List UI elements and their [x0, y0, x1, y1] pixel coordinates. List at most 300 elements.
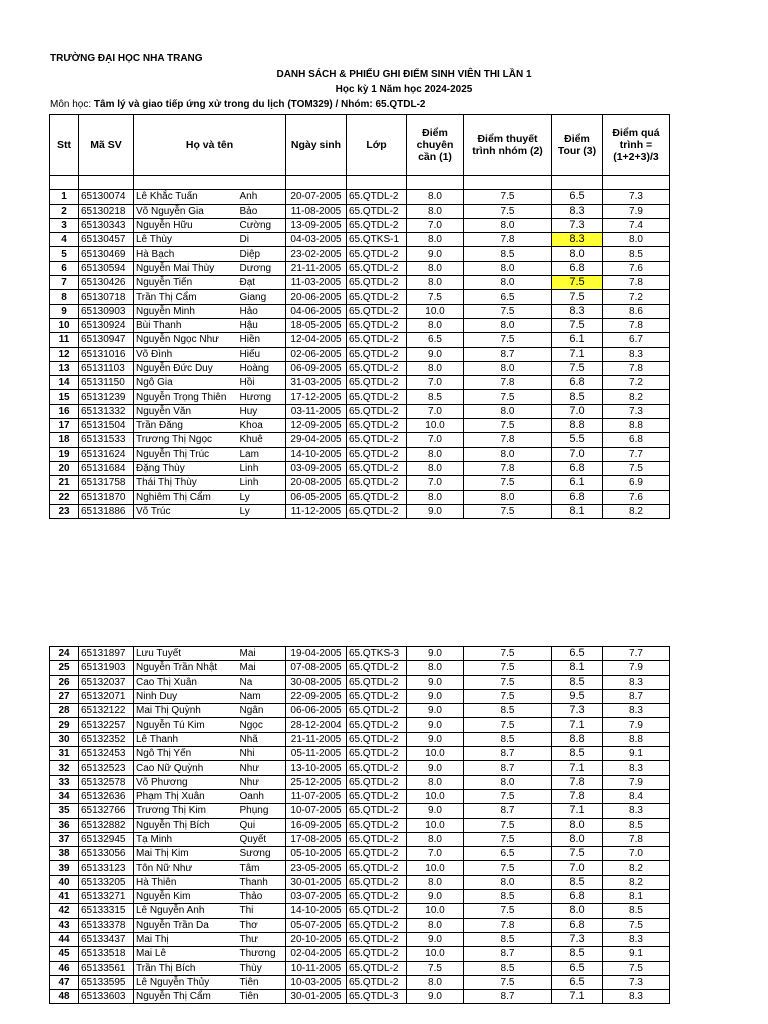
cell-stt: 32	[50, 761, 79, 775]
cell-tour-score: 8.5	[552, 747, 603, 761]
cell-tour-score: 6.8	[552, 890, 603, 904]
cell-family-name: Thái Thị Thùy	[134, 476, 238, 490]
cell-attendance-score: 8.0	[407, 775, 464, 789]
cell-given-name: Nhi	[238, 747, 286, 761]
cell-birth-date: 11-12-2005	[286, 504, 347, 518]
cell-given-name: Linh	[238, 461, 286, 475]
cell-stt: 2	[50, 204, 79, 218]
cell-class: 65.QTDL-2	[347, 818, 407, 832]
cell-attendance-score: 9.0	[407, 732, 464, 746]
cell-given-name: Huy	[238, 404, 286, 418]
cell-birth-date: 03-11-2005	[286, 404, 347, 418]
cell-process-score: 9.1	[603, 947, 670, 961]
cell-stt: 3	[50, 218, 79, 232]
cell-given-name: Thảo	[238, 890, 286, 904]
cell-presentation-score: 8.0	[464, 361, 552, 375]
cell-stt: 27	[50, 689, 79, 703]
cell-birth-date: 10-03-2005	[286, 975, 347, 989]
cell-class: 65.QTDL-2	[347, 661, 407, 675]
cell-given-name: Hồi	[238, 376, 286, 390]
cell-student-id: 65131684	[79, 461, 134, 475]
cell-attendance-score: 9.0	[407, 247, 464, 261]
table-row	[50, 818, 670, 832]
cell-process-score: 7.9	[603, 775, 670, 789]
cell-stt: 35	[50, 804, 79, 818]
cell-process-score: 8.8	[603, 419, 670, 433]
cell-student-id: 65130718	[79, 290, 134, 304]
cell-family-name: Tôn Nữ Như	[134, 861, 238, 875]
table-row	[50, 333, 670, 347]
cell-tour-score: 7.5	[552, 318, 603, 332]
table-row	[50, 661, 670, 675]
cell-given-name: Khuê	[238, 433, 286, 447]
cell-family-name: Nguyễn Ngọc Như	[134, 333, 238, 347]
cell-family-name: Nguyễn Minh	[134, 304, 238, 318]
cell-class: 65.QTDL-2	[347, 333, 407, 347]
cell-tour-score: 6.8	[552, 490, 603, 504]
cell-family-name: Lê Nguyễn Anh	[134, 904, 238, 918]
cell-attendance-score: 9.0	[407, 689, 464, 703]
cell-class: 65.QTDL-2	[347, 247, 407, 261]
cell-stt: 20	[50, 461, 79, 475]
cell-given-name: Lam	[238, 447, 286, 461]
cell-process-score: 7.6	[603, 261, 670, 275]
cell-class: 65.QTDL-2	[347, 890, 407, 904]
cell-presentation-score: 7.8	[464, 376, 552, 390]
cell-birth-date: 04-06-2005	[286, 304, 347, 318]
cell-student-id: 65133205	[79, 875, 134, 889]
cell-presentation-score: 7.8	[464, 461, 552, 475]
cell-tour-score: 6.1	[552, 476, 603, 490]
cell-attendance-score: 8.0	[407, 490, 464, 504]
cell-class: 65.QTDL-2	[347, 804, 407, 818]
header-gap-row	[50, 176, 670, 190]
col-header-stt: Stt	[50, 115, 79, 176]
cell-process-score: 7.5	[603, 461, 670, 475]
table-header-row	[50, 115, 670, 176]
cell-process-score: 8.2	[603, 875, 670, 889]
cell-tour-score: 7.5	[552, 290, 603, 304]
cell-birth-date: 12-09-2005	[286, 419, 347, 433]
cell-process-score: 8.2	[603, 504, 670, 518]
cell-tour-score: 8.3	[552, 204, 603, 218]
table-row	[50, 675, 670, 689]
cell-given-name: Mai	[238, 661, 286, 675]
cell-class: 65.QTDL-2	[347, 689, 407, 703]
cell-attendance-score: 9.0	[407, 647, 464, 661]
cell-stt: 24	[50, 647, 79, 661]
table-row	[50, 689, 670, 703]
cell-birth-date: 11-03-2005	[286, 276, 347, 290]
cell-given-name: Na	[238, 675, 286, 689]
table-row	[50, 433, 670, 447]
table-row	[50, 261, 670, 275]
cell-family-name: Lưu Tuyết	[134, 647, 238, 661]
cell-stt: 28	[50, 704, 79, 718]
cell-tour-score: 7.1	[552, 761, 603, 775]
cell-birth-date: 21-11-2005	[286, 261, 347, 275]
col-header-qua-trinh: Điểm quá trình = (1+2+3)/3	[603, 115, 670, 176]
cell-presentation-score: 7.5	[464, 504, 552, 518]
cell-given-name: Dương	[238, 261, 286, 275]
cell-class: 65.QTDL-2	[347, 775, 407, 789]
cell-tour-score: 8.5	[552, 947, 603, 961]
cell-stt: 13	[50, 361, 79, 375]
cell-stt: 26	[50, 675, 79, 689]
cell-birth-date: 30-08-2005	[286, 675, 347, 689]
cell-tour-score: 6.5	[552, 190, 603, 204]
cell-process-score: 8.3	[603, 761, 670, 775]
cell-presentation-score: 7.5	[464, 689, 552, 703]
cell-given-name: Tâm	[238, 861, 286, 875]
cell-student-id: 65130218	[79, 204, 134, 218]
cell-tour-score: 8.1	[552, 661, 603, 675]
cell-student-id: 65130074	[79, 190, 134, 204]
cell-process-score: 7.7	[603, 647, 670, 661]
cell-process-score: 9.1	[603, 747, 670, 761]
cell-attendance-score: 7.5	[407, 290, 464, 304]
table-row	[50, 476, 670, 490]
cell-presentation-score: 7.5	[464, 861, 552, 875]
cell-student-id: 65132523	[79, 761, 134, 775]
cell-process-score: 7.5	[603, 918, 670, 932]
cell-given-name: Oanh	[238, 789, 286, 803]
cell-presentation-score: 8.7	[464, 347, 552, 361]
table-row	[50, 190, 670, 204]
cell-presentation-score: 8.0	[464, 261, 552, 275]
cell-stt: 36	[50, 818, 79, 832]
cell-family-name: Mai Thị Kim	[134, 847, 238, 861]
cell-class: 65.QTDL-2	[347, 461, 407, 475]
cell-birth-date: 13-10-2005	[286, 761, 347, 775]
cell-stt: 7	[50, 276, 79, 290]
cell-birth-date: 12-04-2005	[286, 333, 347, 347]
cell-family-name: Nguyễn Văn	[134, 404, 238, 418]
table-row	[50, 775, 670, 789]
cell-class: 65.QTDL-2	[347, 290, 407, 304]
cell-family-name: Võ Nguyễn Gia	[134, 204, 238, 218]
cell-attendance-score: 7.0	[407, 376, 464, 390]
cell-birth-date: 23-02-2005	[286, 247, 347, 261]
cell-student-id: 65133437	[79, 932, 134, 946]
cell-birth-date: 02-04-2005	[286, 947, 347, 961]
cell-attendance-score: 9.0	[407, 804, 464, 818]
cell-attendance-score: 7.0	[407, 433, 464, 447]
cell-given-name: Di	[238, 233, 286, 247]
cell-birth-date: 28-12-2004	[286, 718, 347, 732]
cell-class: 65.QTDL-2	[347, 490, 407, 504]
cell-attendance-score: 8.0	[407, 918, 464, 932]
table-row	[50, 461, 670, 475]
cell-student-id: 65132882	[79, 818, 134, 832]
cell-student-id: 65130457	[79, 233, 134, 247]
cell-tour-score: 8.3	[552, 304, 603, 318]
cell-process-score: 7.3	[603, 975, 670, 989]
cell-class: 65.QTDL-2	[347, 675, 407, 689]
cell-attendance-score: 9.0	[407, 932, 464, 946]
cell-birth-date: 10-11-2005	[286, 961, 347, 975]
cell-presentation-score: 8.7	[464, 804, 552, 818]
cell-tour-score: 9.5	[552, 689, 603, 703]
cell-tour-score: 8.0	[552, 832, 603, 846]
cell-birth-date: 31-03-2005	[286, 376, 347, 390]
cell-given-name: Hoàng	[238, 361, 286, 375]
cell-presentation-score: 7.5	[464, 904, 552, 918]
cell-attendance-score: 9.0	[407, 761, 464, 775]
cell-family-name: Mai Lê	[134, 947, 238, 961]
cell-stt: 12	[50, 347, 79, 361]
table-row	[50, 718, 670, 732]
cell-birth-date: 18-05-2005	[286, 318, 347, 332]
cell-process-score: 6.7	[603, 333, 670, 347]
cell-given-name: Đạt	[238, 276, 286, 290]
cell-presentation-score: 8.7	[464, 747, 552, 761]
cell-class: 65.QTDL-2	[347, 433, 407, 447]
cell-stt: 8	[50, 290, 79, 304]
cell-class: 65.QTDL-2	[347, 304, 407, 318]
cell-given-name: Nhã	[238, 732, 286, 746]
cell-process-score: 8.2	[603, 390, 670, 404]
cell-family-name: Nguyễn Thị Bích	[134, 818, 238, 832]
subject-label: Môn học:	[50, 99, 92, 110]
cell-process-score: 8.0	[603, 233, 670, 247]
cell-stt: 44	[50, 932, 79, 946]
cell-process-score: 8.6	[603, 304, 670, 318]
cell-family-name: Nguyễn Thị Trúc	[134, 447, 238, 461]
col-header-thuyet-trinh: Điểm thuyết trình nhóm (2)	[464, 115, 552, 176]
cell-tour-score: 6.1	[552, 333, 603, 347]
cell-student-id: 65133518	[79, 947, 134, 961]
cell-stt: 33	[50, 775, 79, 789]
cell-tour-score: 7.8	[552, 775, 603, 789]
cell-presentation-score: 7.8	[464, 233, 552, 247]
cell-given-name: Phụng	[238, 804, 286, 818]
cell-given-name: Linh	[238, 476, 286, 490]
cell-student-id: 65132945	[79, 832, 134, 846]
cell-stt: 19	[50, 447, 79, 461]
cell-class: 65.QTDL-2	[347, 218, 407, 232]
cell-family-name: Nguyễn Thị Cẩm	[134, 990, 238, 1004]
cell-attendance-score: 8.5	[407, 390, 464, 404]
table-row	[50, 875, 670, 889]
cell-family-name: Nguyễn Trọng Thiên	[134, 390, 238, 404]
cell-student-id: 65133378	[79, 918, 134, 932]
cell-presentation-score: 7.5	[464, 818, 552, 832]
col-header-tour: Điểm Tour (3)	[552, 115, 603, 176]
cell-presentation-score: 8.0	[464, 490, 552, 504]
cell-birth-date: 04-03-2005	[286, 233, 347, 247]
cell-process-score: 7.2	[603, 376, 670, 390]
cell-given-name: Giang	[238, 290, 286, 304]
cell-class: 65.QTDL-2	[347, 447, 407, 461]
cell-tour-score: 8.3	[552, 233, 603, 247]
cell-attendance-score: 7.0	[407, 847, 464, 861]
cell-presentation-score: 7.5	[464, 832, 552, 846]
cell-birth-date: 20-08-2005	[286, 476, 347, 490]
cell-stt: 10	[50, 318, 79, 332]
cell-birth-date: 11-08-2005	[286, 204, 347, 218]
cell-student-id: 65132257	[79, 718, 134, 732]
cell-stt: 48	[50, 990, 79, 1004]
cell-tour-score: 7.5	[552, 361, 603, 375]
table-row	[50, 961, 670, 975]
cell-presentation-score: 7.8	[464, 433, 552, 447]
cell-stt: 31	[50, 747, 79, 761]
subject-line	[50, 99, 425, 110]
cell-birth-date: 05-11-2005	[286, 747, 347, 761]
cell-process-score: 7.9	[603, 718, 670, 732]
cell-family-name: Cao Nữ Quỳnh	[134, 761, 238, 775]
table-row	[50, 419, 670, 433]
cell-presentation-score: 7.5	[464, 390, 552, 404]
cell-family-name: Võ Phương	[134, 775, 238, 789]
table-row	[50, 789, 670, 803]
cell-tour-score: 7.1	[552, 718, 603, 732]
cell-tour-score: 7.5	[552, 847, 603, 861]
cell-birth-date: 19-04-2005	[286, 647, 347, 661]
cell-family-name: Bùi Thanh	[134, 318, 238, 332]
cell-stt: 37	[50, 832, 79, 846]
cell-stt: 29	[50, 718, 79, 732]
cell-given-name: Anh	[238, 190, 286, 204]
cell-family-name: Đặng Thùy	[134, 461, 238, 475]
cell-class: 65.QTDL-2	[347, 190, 407, 204]
cell-presentation-score: 8.0	[464, 276, 552, 290]
cell-student-id: 65131016	[79, 347, 134, 361]
cell-birth-date: 03-09-2005	[286, 461, 347, 475]
cell-tour-score: 7.3	[552, 218, 603, 232]
cell-attendance-score: 10.0	[407, 861, 464, 875]
cell-stt: 25	[50, 661, 79, 675]
cell-stt: 45	[50, 947, 79, 961]
cell-process-score: 8.3	[603, 704, 670, 718]
table-row	[50, 290, 670, 304]
cell-given-name: Thanh	[238, 875, 286, 889]
table-row	[50, 376, 670, 390]
cell-presentation-score: 7.5	[464, 661, 552, 675]
cell-attendance-score: 10.0	[407, 747, 464, 761]
cell-given-name: Tiên	[238, 975, 286, 989]
cell-tour-score: 8.0	[552, 247, 603, 261]
cell-class: 65.QTDL-2	[347, 204, 407, 218]
cell-given-name: Hảo	[238, 304, 286, 318]
cell-process-score: 7.8	[603, 832, 670, 846]
cell-process-score: 7.2	[603, 290, 670, 304]
cell-student-id: 65133123	[79, 861, 134, 875]
cell-process-score: 8.5	[603, 904, 670, 918]
cell-student-id: 65131239	[79, 390, 134, 404]
cell-tour-score: 8.5	[552, 875, 603, 889]
cell-family-name: Võ Đình	[134, 347, 238, 361]
cell-birth-date: 02-06-2005	[286, 347, 347, 361]
cell-given-name: Nam	[238, 689, 286, 703]
cell-tour-score: 8.5	[552, 390, 603, 404]
cell-presentation-score: 8.5	[464, 704, 552, 718]
cell-presentation-score: 8.7	[464, 761, 552, 775]
cell-tour-score: 6.8	[552, 376, 603, 390]
cell-student-id: 65130594	[79, 261, 134, 275]
table-row	[50, 761, 670, 775]
cell-class: 65.QTDL-2	[347, 704, 407, 718]
cell-attendance-score: 7.0	[407, 218, 464, 232]
cell-class: 65.QTKS-1	[347, 233, 407, 247]
cell-presentation-score: 8.5	[464, 961, 552, 975]
cell-tour-score: 6.5	[552, 975, 603, 989]
cell-student-id: 65133271	[79, 890, 134, 904]
table-row	[50, 947, 670, 961]
table-row	[50, 932, 670, 946]
cell-presentation-score: 7.5	[464, 647, 552, 661]
table-row	[50, 390, 670, 404]
cell-birth-date: 30-01-2005	[286, 875, 347, 889]
cell-process-score: 8.3	[603, 347, 670, 361]
cell-process-score: 7.8	[603, 318, 670, 332]
cell-given-name: Như	[238, 775, 286, 789]
cell-student-id: 65130947	[79, 333, 134, 347]
cell-birth-date: 14-10-2005	[286, 904, 347, 918]
cell-presentation-score: 7.5	[464, 975, 552, 989]
cell-tour-score: 8.1	[552, 504, 603, 518]
cell-presentation-score: 7.5	[464, 333, 552, 347]
table-row	[50, 276, 670, 290]
cell-attendance-score: 9.0	[407, 890, 464, 904]
cell-given-name: Bảo	[238, 204, 286, 218]
cell-attendance-score: 8.0	[407, 447, 464, 461]
cell-given-name: Hương	[238, 390, 286, 404]
cell-class: 65.QTDL-3	[347, 990, 407, 1004]
cell-student-id: 65132453	[79, 747, 134, 761]
table-row	[50, 361, 670, 375]
cell-class: 65.QTDL-2	[347, 789, 407, 803]
cell-stt: 38	[50, 847, 79, 861]
cell-family-name: Ngô Thị Yến	[134, 747, 238, 761]
cell-process-score: 7.7	[603, 447, 670, 461]
cell-stt: 18	[50, 433, 79, 447]
table-row	[50, 647, 670, 661]
col-header-ma-sv: Mã SV	[79, 115, 134, 176]
cell-tour-score: 5.5	[552, 433, 603, 447]
cell-family-name: Lê Khắc Tuấn	[134, 190, 238, 204]
cell-stt: 14	[50, 376, 79, 390]
cell-family-name: Hà Bạch	[134, 247, 238, 261]
cell-given-name: Như	[238, 761, 286, 775]
cell-given-name: Qui	[238, 818, 286, 832]
cell-student-id: 65131150	[79, 376, 134, 390]
cell-stt: 11	[50, 333, 79, 347]
cell-birth-date: 06-06-2005	[286, 704, 347, 718]
cell-process-score: 8.3	[603, 804, 670, 818]
cell-student-id: 65131886	[79, 504, 134, 518]
cell-family-name: Lê Thùy	[134, 233, 238, 247]
cell-process-score: 7.8	[603, 276, 670, 290]
cell-family-name: Trương Thị Kim	[134, 804, 238, 818]
cell-stt: 21	[50, 476, 79, 490]
cell-process-score: 7.9	[603, 204, 670, 218]
term-label: Học kỳ 1 Năm học 2024-2025	[335, 84, 473, 95]
cell-student-id: 65132071	[79, 689, 134, 703]
cell-attendance-score: 6.5	[407, 333, 464, 347]
cell-student-id: 65132352	[79, 732, 134, 746]
cell-birth-date: 20-06-2005	[286, 290, 347, 304]
cell-attendance-score: 8.0	[407, 233, 464, 247]
cell-stt: 39	[50, 861, 79, 875]
cell-presentation-score: 7.5	[464, 419, 552, 433]
cell-family-name: Trần Đăng	[134, 419, 238, 433]
cell-tour-score: 6.5	[552, 961, 603, 975]
cell-student-id: 65131504	[79, 419, 134, 433]
cell-given-name: Thi	[238, 904, 286, 918]
cell-process-score: 8.7	[603, 689, 670, 703]
